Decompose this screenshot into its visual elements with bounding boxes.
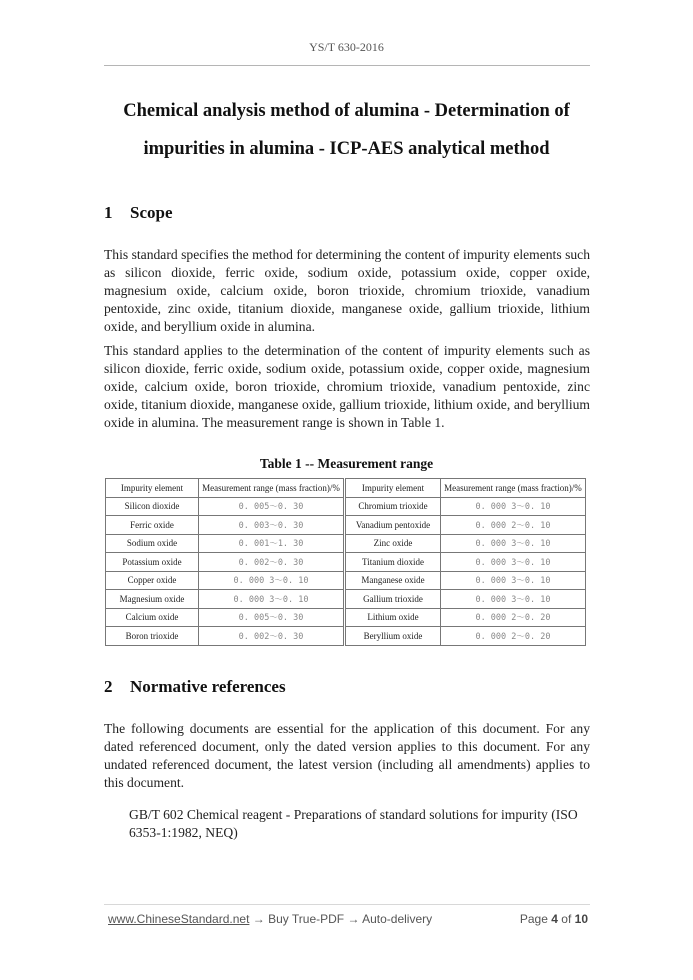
document-code-header: YS/T 630-2016	[309, 40, 384, 54]
header-divider	[104, 65, 590, 66]
section-number: 1	[104, 203, 113, 222]
section-title: Normative references	[130, 677, 286, 696]
scope-paragraph-2: This standard applies to the determination of the content of impurity elements such as silicon dioxide, ferric oxide, sodium oxide, potassium oxide, copper oxide, magnesium oxide, calcium oxide, boron trioxide, chromium trioxide, vanadium pentoxide, zinc oxide, titanium dioxide, manganese oxide, gallium trioxide, lithium oxide, and beryllium oxide in alumina. The measurement range is shown in Table 1.	[104, 343, 590, 430]
range-cell: 0. 000 3～0. 10	[440, 534, 585, 553]
element-cell: Ferric oxide	[106, 516, 199, 535]
range-cell: 0. 000 3～0. 10	[440, 497, 585, 516]
element-cell: Copper oxide	[106, 571, 199, 590]
title-line-1: Chemical analysis method of alumina - Determination of	[123, 101, 570, 121]
element-cell: Zinc oxide	[345, 534, 441, 553]
table-row	[106, 627, 586, 646]
section-heading-normative-references	[104, 677, 286, 697]
range-cell: 0. 002～0. 30	[198, 553, 344, 572]
page-indicator	[520, 912, 588, 926]
website-link[interactable]: www.ChineseStandard.net	[108, 912, 250, 926]
element-cell: Calcium oxide	[106, 608, 199, 627]
range-cell: 0. 003～0. 30	[198, 516, 344, 535]
page-label: Page	[519, 912, 548, 926]
element-cell: Gallium trioxide	[345, 590, 441, 609]
range-cell: 0. 000 3～0. 10	[198, 590, 344, 609]
range-cell: 0. 002～0. 30	[198, 627, 344, 646]
scope-paragraph-1: This standard specifies the method for determining the content of impurity elements such as silicon dioxide, ferric oxide, sodium oxide, potassium oxide, copper oxide, magnesium oxide, calcium oxide, boron trioxide, chromium trioxide, vanadium pentoxide, zinc oxide, titanium dioxide, manganese oxide, gallium trioxide, lithium oxide, and beryllium oxide in alumina.	[104, 247, 590, 334]
element-cell: Beryllium oxide	[345, 627, 441, 646]
page-footer	[108, 912, 588, 926]
element-cell: Manganese oxide	[345, 571, 441, 590]
element-cell: Potassium oxide	[106, 553, 199, 572]
column-header: Measurement range (mass fraction)/%	[198, 479, 344, 498]
range-cell: 0. 000 2～0. 10	[440, 516, 585, 535]
element-cell: Vanadium pentoxide	[345, 516, 441, 535]
table-row	[106, 516, 586, 535]
column-header: Impurity element	[106, 479, 199, 498]
range-cell: 0. 005～0. 30	[198, 497, 344, 516]
range-cell: 0. 000 2～0. 20	[440, 608, 585, 627]
measurement-range-table	[105, 478, 586, 646]
element-cell: Sodium oxide	[106, 534, 199, 553]
title-line-2: impurities in alumina - ICP-AES analytical method	[143, 139, 550, 159]
page-of: of	[561, 912, 572, 926]
table-caption: Table 1 -- Measurement range	[259, 456, 434, 471]
table-row	[106, 571, 586, 590]
column-header: Measurement range (mass fraction)/%	[440, 479, 585, 498]
section-heading-scope	[104, 203, 173, 223]
footer-divider	[104, 904, 590, 905]
table-row	[106, 534, 586, 553]
page-total: 10	[574, 912, 588, 926]
table-row	[106, 608, 586, 627]
document-title	[90, 92, 603, 168]
element-cell: Chromium trioxide	[345, 497, 441, 516]
range-cell: 0. 000 3～0. 10	[440, 553, 585, 572]
table-row	[106, 590, 586, 609]
range-cell: 0. 000 3～0. 10	[198, 571, 344, 590]
section-number: 2	[104, 677, 113, 696]
element-cell: Magnesium oxide	[106, 590, 199, 609]
table-row	[106, 497, 586, 516]
section-title: Scope	[130, 203, 173, 222]
range-cell: 0. 000 2～0. 20	[440, 627, 585, 646]
element-cell: Boron trioxide	[106, 627, 199, 646]
element-cell: Silicon dioxide	[106, 497, 199, 516]
page-current: 4	[551, 912, 558, 926]
normative-references-paragraph: The following documents are essential for the application of this document. For any dated referenced document, only the dated version applies to this document. For any undated referenced document, the latest version (including all amendments) applies to this document.	[104, 721, 590, 790]
reference-item: GB/T 602 Chemical reagent - Preparations of standard solutions for impurity (ISO 6353-1:1982, NEQ)	[129, 807, 578, 840]
range-cell: 0. 000 3～0. 10	[440, 571, 585, 590]
range-cell: 0. 000 3～0. 10	[440, 590, 585, 609]
range-cell: 0. 001～1. 30	[198, 534, 344, 553]
element-cell: Titanium dioxide	[345, 553, 441, 572]
footer-tagline: → Buy True-PDF → Auto-delivery	[249, 912, 433, 926]
range-cell: 0. 005～0. 30	[198, 608, 344, 627]
element-cell: Lithium oxide	[345, 608, 441, 627]
column-header: Impurity element	[345, 479, 441, 498]
table-row	[106, 553, 586, 572]
table-header-row	[106, 479, 586, 498]
